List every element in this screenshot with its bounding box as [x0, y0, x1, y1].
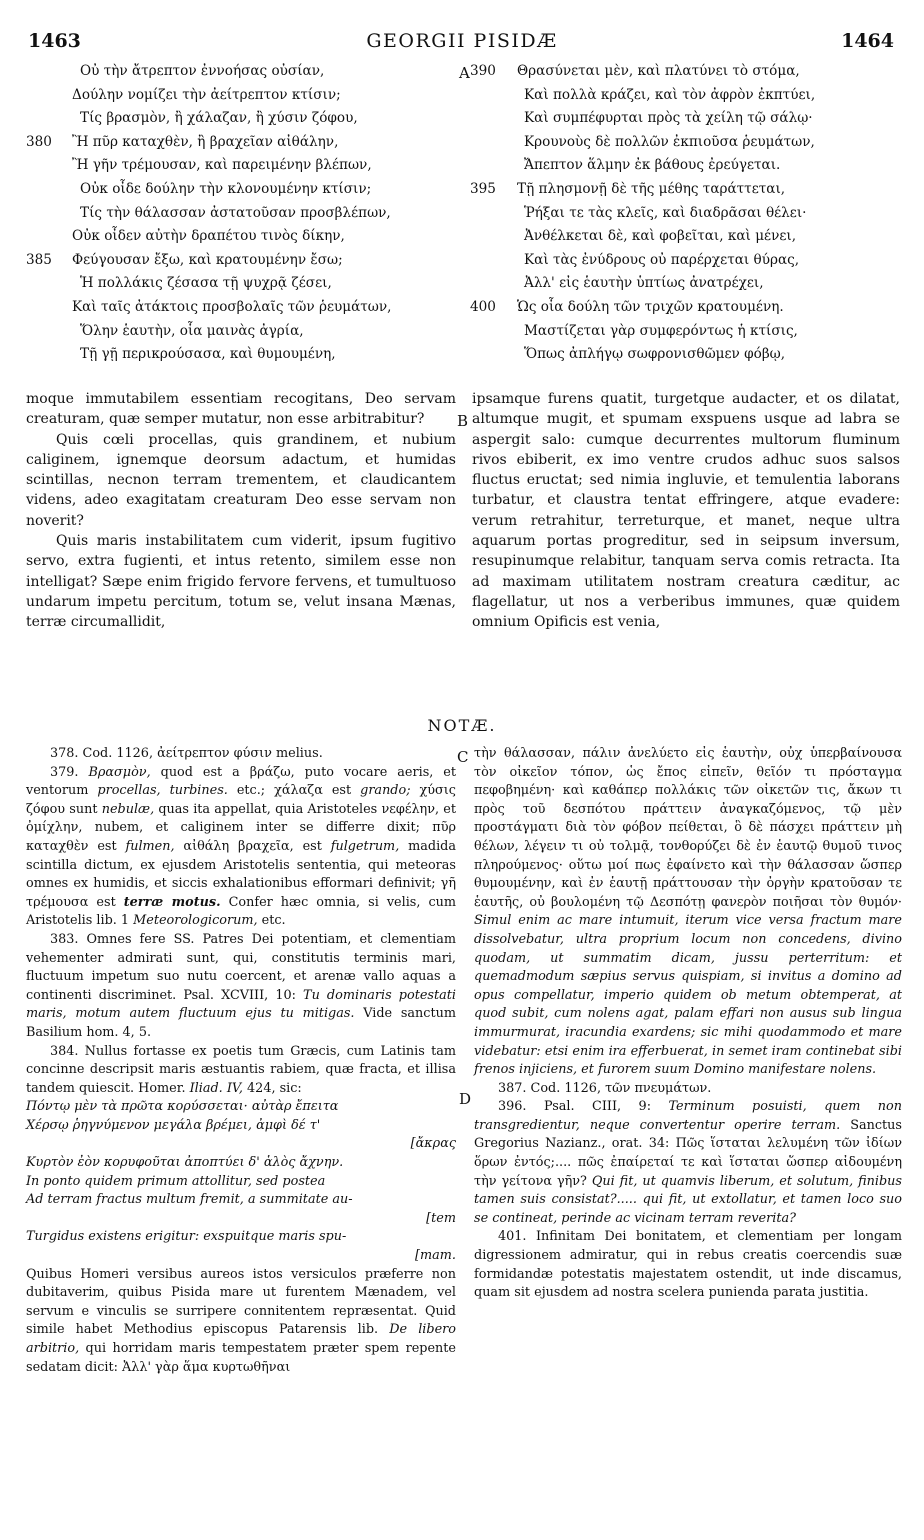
verse-text: Ἀνθέλκεται δὲ, καὶ φοβεῖται, καὶ μένει,: [524, 228, 797, 245]
verse-number: 400: [470, 298, 496, 315]
verse-text: Οὐκ οἶδεν αὐτὴν δραπέτου τινὸς δίκην,: [72, 228, 345, 245]
homer-latin-line: Ad terram fractus multum fremit, a summitate au-: [26, 1192, 353, 1208]
verse-line: [26, 272, 456, 296]
running-title: GEORGII PISIDÆ: [366, 30, 558, 52]
note-383: 383. Omnes fere SS. Patres Dei potentiam, et clementiam vehementer admirati sunt, qui, constitutis terminis mari, fluctuum impetum suo nutu coercent, et arenæ vallo aquas a continenti discriminet. Psal. XCVIII, 10: Tu dominaris potestati maris, motum autem fluctuum ejus tu mitigas. Vide sanctum Basilium hom. 4, 5.: [26, 931, 456, 1040]
margin-letter-c: C: [457, 748, 469, 766]
verse-text: Δούλην νομίζει τὴν ἀείτρεπτον κτίσιν;: [72, 86, 341, 103]
verse-line: [470, 225, 900, 249]
verse-text: Ἢ πῦρ καταχθὲν, ἢ βραχεῖαν αἰθάλην,: [72, 133, 339, 150]
verse-line: [470, 343, 900, 367]
verse-line: [470, 84, 900, 108]
verse-text: Ἢ γῆν τρέμουσαν, καὶ παρειμένην βλέπων,: [72, 157, 372, 174]
verse-text: Οὐκ οἶδε δούλην τὴν κλονουμένην κτίσιν;: [80, 180, 372, 197]
margin-letter-d: D: [459, 1090, 472, 1108]
verse-line: [26, 84, 456, 108]
margin-letter-a: A: [459, 64, 470, 82]
verse-text: Καὶ πολλὰ κράζει, καὶ τὸν ἀφρὸν ἐκπτύει,: [524, 86, 816, 103]
homer-latin-line: In ponto quidem primum attollitur, sed postea: [26, 1173, 326, 1189]
verse-text: Τῇ γῇ περικρούσασα, καὶ θυμουμένη,: [80, 346, 336, 363]
verse-line: [470, 131, 900, 155]
latin-translation-right: [472, 389, 900, 633]
note-378: 378. Cod. 1126, ἀείτρεπτον φύσιν melius.: [50, 746, 323, 761]
verse-number: 395: [470, 180, 496, 197]
homer-greek-continuation: [ἄκρας: [410, 1136, 456, 1152]
verse-line: [26, 320, 456, 344]
notes-left: [26, 745, 456, 1377]
greek-verse-left: [26, 60, 456, 367]
verse-line: [26, 107, 456, 131]
verse-line: [26, 202, 456, 226]
margin-letter-b: B: [457, 412, 469, 430]
latin-translation-left: [26, 389, 456, 633]
verse-line: [26, 296, 456, 320]
latin-para: Quis cœli procellas, quis grandinem, et nubium caliginem, ignemque deorsum adactum, et humidas scintillas, necnon terram trementem, et claudicantem videns, adeo exagitatam creaturam Deo esse servam non noverit?: [26, 431, 456, 529]
verse-line: [26, 249, 456, 273]
page-number-left: 1463: [28, 30, 81, 52]
homer-greek-line: Κυρτὸν ἐὸν κορυφοῦται ἀποπτύει δ' ἁλὸς ἄχνην.: [26, 1155, 344, 1171]
note-387: 387. Cod. 1126, τῶν πνευμάτων.: [498, 1080, 712, 1096]
latin-para: Quis maris instabilitatem cum viderit, ipsum fugitivo servo, extra fugienti, et intus retento, similem esse non intelligat? Sæpe enim frigido fervore fervens, et tumultuoso undarum impetu percitum, totum se, velut insana Mænas, terræ circumallidit,: [26, 533, 456, 631]
verse-text: Μαστίζεται γὰρ συμφερόντως ἡ κτίσις,: [524, 322, 798, 339]
verse-line: [470, 178, 900, 202]
note-379: 379. Βρασμὸν, quod est a βράζω, puto vocare aeris, et ventorum procellas, turbines. etc.; χάλαζα est grando; χύσις ζόφου sunt nebulæ, quas ita appellat, quia Aristoteles νεφέλην, et ὀμίχλην, nubem, et caliginem inter se differre dixit; πῦρ καταχθὲν est fulmen, αἰθάλη βραχεῖα, est fulgetrum, madida scintilla dictum, ex ejusdem Aristotelis sententia, qui meteoras omnes ex humidis, et siccis exhalationibus efformari definivit; γῆ τρέμουσα est terræ motus. Confer hæc omnia, si velis, cum Aristotelis lib. 1 Meteorologicorum, etc.: [26, 764, 457, 929]
verse-text: Ὅλην ἑαυτὴν, οἷα μαινὰς ἀγρία,: [80, 322, 304, 339]
verse-text: Τίς βρασμὸν, ἢ χάλαζαν, ἢ χύσιν ζόφου,: [80, 110, 358, 127]
page-header: [0, 30, 924, 54]
note-384: 384. Nullus fortasse ex poetis tum Græcis, cum Latinis tam concinne descripsit maris æstuantis rabiem, quæ fracta, et illisa tandem quiescit. Homer. Iliad. IV, 424, sic:: [26, 1043, 456, 1096]
verse-line: [470, 296, 900, 320]
verse-line: [470, 202, 900, 226]
verse-text: Ἄπεπτον ἅλμην ἐκ βάθους ἐρεύγεται.: [524, 157, 781, 174]
verse-text: Φεύγουσαν ἔξω, καὶ κρατουμένην ἔσω;: [72, 251, 343, 268]
verse-line: [26, 343, 456, 367]
verse-text: Οὐ τὴν ἄτρεπτον ἐννοήσας οὐσίαν,: [80, 63, 325, 79]
verse-line: [26, 60, 456, 84]
verse-line: [26, 225, 456, 249]
homer-greek-line: Χέρσῳ ῥηγνύμενον μεγάλα βρέμει, ἀμφὶ δέ τ': [26, 1117, 321, 1133]
latin-para: ipsamque furens quatit, turgetque audacter, et os dilatat, altumque mugit, et spumam exspuens usque ad labra se aspergit salo: cumque decurrentes multorum fluminum rivos ebiberit, ex imo ventre crudos adhuc suos salsos fluctus eructat; sed nimia ingluvie, et temulentia laborans turbatur, et claustra tentat effringere, atque evadere: verum retrahitur, terreturque, et manet, neque ultra aquarum portas progreditur, sed in seipsum inversum, resupinumque relabitur, tanquam serva comis retracta. Ita ad maximam utilitatem nostram creatura cæditur, ac flagellatur, ut nos a verberibus immunes, quæ quidem omnium Opificis est venia,: [472, 391, 900, 631]
homer-greek-line: Πόντῳ μὲν τὰ πρῶτα κορύσσεται· αὐτὰρ ἔπειτα: [26, 1099, 339, 1115]
verse-text: Ἡ πολλάκις ζέσασα τῇ ψυχρᾷ ζέσει,: [80, 275, 332, 292]
verse-text: Ἀλλ' εἰς ἑαυτὴν ὑπτίως ἀνατρέχει,: [524, 275, 764, 292]
verse-text: Τίς τὴν θάλασσαν ἀστατοῦσαν προσβλέπων,: [80, 204, 391, 221]
verse-line: [470, 249, 900, 273]
greek-verse-right: [470, 60, 900, 367]
verse-line: [470, 320, 900, 344]
verse-line: [470, 107, 900, 131]
verse-line: [470, 154, 900, 178]
verse-text: Τῇ πλησμονῇ δὲ τῆς μέθης ταράττεται,: [517, 180, 786, 197]
note-384-greek-cont: τὴν θάλασσαν, πάλιν ἀνελύετο εἰς ἑαυτὴν, οὐχ ὑπερβαίνουσα τὸν οἰκεῖον τόπον, ὡς ἔπος εἰπεῖν, θεῖόν τι πρόσταγμα πεφοβημένη· καὶ καθάπερ πολλάκις τῶν οἰκετῶν τις, ἄκων τι πρὸς τοῦ δεσπότου πράττειν ἀναγκαζόμενος, τῷ μὲν προστάγματι διὰ τὸν φόβον πείθεται, ὃ δὲ πάσχει πράττειν μὴ θέλων, λέγειν τι οὐ τολμᾷ, τονθορύζει δὲ ἐν ἑαυτῷ θυμοῦ τινος πληρούμενος· οὕτω μοί πως ἐφαίνετο καὶ τὴν θάλασσαν ὥσπερ θυμουμένην, καὶ ἐν ἑαυτῇ πράττουσαν τὴν ὀργὴν κρατοῦσαν τε ἑαυτῆς, οὐ βουλομένη τῷ Δεσπότῃ φανερὸν ποιῆσαι τὸν θυμόν· Simul enim ac mare intumuit, iterum vice versa fractum mare dissolvebatur, ultra proprium locum non concedens, divino quodam, ut summatim dicam, jussu perterritum: et quemadmodum sæpius servus quispiam, si invitus a domino ad opus compellatur, imperio quidem ob metum obtemperat, at quod subit, cum nolens agat, palam effari non ausus sub lingua immurmurat, iracundia exardens; sic mihi quodammodo et mare videbatur: etsi enim ira efferbuerat, in semet iram continebat sibi frenos injiciens, et furorem suum Domino manifestare nolens.: [474, 746, 902, 1078]
note-396: 396. Psal. CIII, 9: Terminum posuisti, quem non transgredientur, neque convertentur operire terram. Sanctus Gregorius Nazianz., orat. 34: Πῶς ἵσταται λελυμένη τῶν ἰδίων ὅρων ἐντός;.... πῶς ἐπαίρεταί τε καὶ ἵσταται ὥσπερ αἰδουμένη τὴν γείτονα γῆν? Qui fit, ut quamvis liberum, et solutum, finibus tamen suis consistat?..... qui fit, ut extollatur, et tamen loco suo se contineat, perinde ac vicinam terram reverita?: [474, 1099, 902, 1226]
notes-heading: NOTÆ.: [427, 716, 497, 735]
note-401: 401. Infinitam Dei bonitatem, et clementiam per longam digressionem admiratur, qui in rebus creatis coercendis suæ formidandæ potestatis majestatem ostendit, ut inde discamus, quam sit ejusdem ad nostra scelera punienda parata justitia.: [474, 1229, 902, 1301]
verse-line: [26, 131, 456, 155]
verse-line: [26, 178, 456, 202]
homer-latin-continuation: [tem: [426, 1210, 456, 1226]
homer-latin-line: Turgidus existens erigitur: exspuitque maris spu-: [26, 1229, 347, 1245]
verse-text: Ὡς οἷα δούλη τῶν τριχῶν κρατουμένη.: [517, 298, 784, 315]
verse-text: Κρουνοὺς δὲ πολλῶν ἐκπιοῦσα ῥευμάτων,: [524, 133, 815, 150]
page-number-right: 1464: [841, 30, 894, 52]
verse-number: 385: [26, 251, 52, 268]
notes-right: [474, 745, 902, 1303]
verse-line: [26, 154, 456, 178]
verse-line: [470, 60, 900, 84]
verse-text: Ῥήξαι τε τὰς κλεῖς, καὶ διαδρᾶσαι θέλει·: [524, 204, 807, 221]
verse-number: 380: [26, 133, 52, 150]
latin-para: moque immutabilem essentiam recogitans, Deo servam creaturam, quæ semper mutatur, non esse arbitrabitur?: [26, 391, 456, 428]
verse-text: Καὶ συμπέφυρται πρὸς τὰ χείλη τῷ σάλῳ·: [524, 110, 813, 127]
verse-text: Ὅπως ἀπλήγῳ σωφρονισθῶμεν φόβῳ,: [524, 346, 786, 363]
verse-text: Θρασύνεται μὲν, καὶ πλατύνει τὸ στόμα,: [517, 63, 800, 79]
note-384-cont: Quibus Homeri versibus aureos istos versiculos præferre non dubitaverim, quibus Pisida mare ut furentem Mænadem, vel servum e vinculis se surripere connitentem repræsentat. Quid simile habet Methodius episcopus Patarensis lib. De libero arbitrio, qui horridam maris tempestatem præter spem repente sedatam dicit: Ἀλλ' γὰρ ἅμα κυρτωθῆναι: [26, 1266, 456, 1375]
verse-number: 390: [470, 63, 496, 79]
verse-text: Καὶ ταῖς ἀτάκτοις προσβολαῖς τῶν ῥευμάτων,: [72, 298, 392, 315]
verse-line: [470, 272, 900, 296]
homer-latin-continuation: [mam.: [415, 1248, 456, 1264]
verse-text: Καὶ τὰς ἐνύδρους οὐ παρέρχεται θύρας,: [524, 251, 800, 268]
